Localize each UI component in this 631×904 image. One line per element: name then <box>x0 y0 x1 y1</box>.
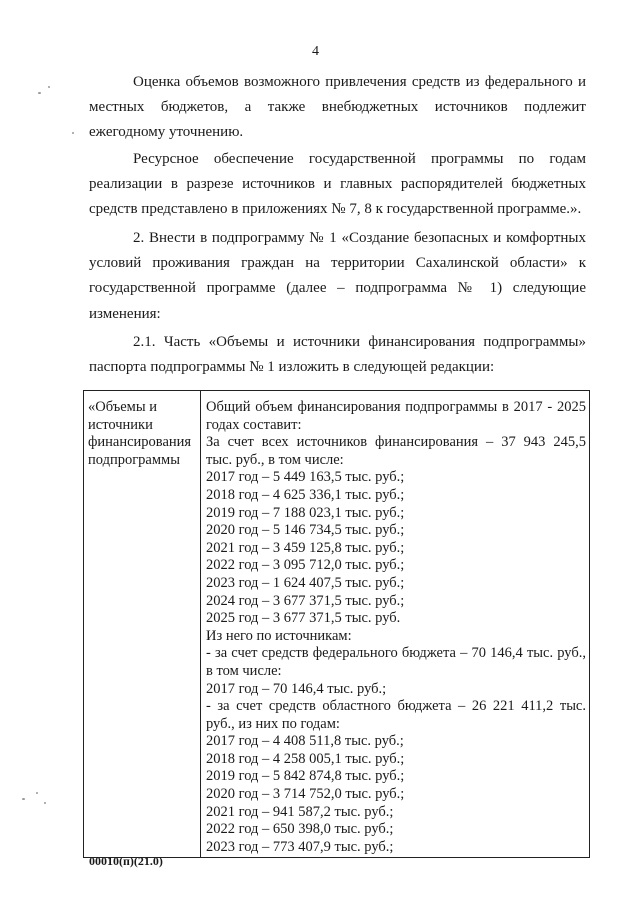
document-footer-code: 00010(п)(21.0) <box>89 854 163 868</box>
table-column-divider <box>200 391 201 857</box>
right-cell-line: 2019 год – 7 188 023,1 тыс. руб.; <box>206 504 405 521</box>
paragraph-text: 2. Внести в подпрограмму № 1 «Создание безопасных и комфортных условий проживания граждан на территории Сахалинской области» к государственной программе (далее – подпрограмма № 1) следующие изменения: <box>89 230 586 322</box>
right-cell-line: - за счет средств федерального бюджета – 70 146,4 тыс. руб., <box>206 645 586 662</box>
right-cell-line: годах составит: <box>206 416 302 433</box>
table-right-cell <box>206 399 586 856</box>
right-cell-line: руб., из них по годам: <box>206 715 340 732</box>
left-cell-line: «Объемы и <box>88 399 157 415</box>
scan-speck <box>48 86 50 88</box>
right-cell-line: 2018 год – 4 625 336,1 тыс. руб.; <box>206 486 405 503</box>
paragraph-text: 2.1. Часть «Объемы и источники финансирования подпрограммы» паспорта подпрограммы № 1 изложить в следующей редакции: <box>89 334 586 376</box>
scan-speck <box>44 802 46 804</box>
right-cell-line: 2022 год – 3 095 712,0 тыс. руб.; <box>206 557 405 574</box>
right-cell-line: - за счет средств областного бюджета – 26 221 411,2 тыс. <box>206 698 586 715</box>
scan-speck <box>72 132 74 134</box>
right-cell-line: 2020 год – 5 146 734,5 тыс. руб.; <box>206 522 405 539</box>
right-cell-line: 2025 год – 3 677 371,5 тыс. руб. <box>206 610 401 627</box>
right-cell-line: 2021 год – 941 587,2 тыс. руб.; <box>206 803 394 820</box>
right-cell-line: 2024 год – 3 677 371,5 тыс. руб.; <box>206 592 405 609</box>
right-cell-line: 2017 год – 5 449 163,5 тыс. руб.; <box>206 469 405 486</box>
paragraph-passport-edit <box>89 330 586 380</box>
right-cell-line: 2022 год – 650 398,0 тыс. руб.; <box>206 821 394 838</box>
right-cell-line: За счет всех источников финансирования – 37 943 245,5 <box>206 434 586 451</box>
left-cell-line: источники <box>88 416 153 433</box>
left-cell-line: финансирования <box>88 434 192 451</box>
table-left-cell <box>88 399 198 469</box>
right-cell-line: 2020 год – 3 714 752,0 тыс. руб.; <box>206 786 405 803</box>
scan-speck <box>22 798 25 800</box>
funding-table <box>83 390 590 858</box>
right-cell-line: Из него по источникам: <box>206 627 352 644</box>
left-cell-line: подпрограммы <box>88 451 180 468</box>
right-cell-line: в том числе: <box>206 662 282 679</box>
paragraph-resource-provision <box>89 147 586 223</box>
right-cell-line: 2017 год – 70 146,4 тыс. руб.; <box>206 680 387 697</box>
scan-speck <box>38 92 41 94</box>
paragraph-amend-subprogram <box>89 226 586 327</box>
scan-speck <box>36 792 38 794</box>
right-cell-line: 2019 год – 5 842 874,8 тыс. руб.; <box>206 768 405 785</box>
right-cell-line: 2021 год – 3 459 125,8 тыс. руб.; <box>206 539 405 556</box>
right-cell-line: 2023 год – 773 407,9 тыс. руб.; <box>206 838 394 855</box>
right-cell-line: тыс. руб., в том числе: <box>206 451 344 468</box>
page-number: 4 <box>312 44 319 59</box>
paragraph-funding-estimate <box>89 70 586 146</box>
right-cell-line: Общий объем финансирования подпрограммы в 2017 - 2025 <box>206 399 586 415</box>
paragraph-text: Оценка объемов возможного привлечения средств из федерального и местных бюджетов, а также внебюджетных источников подлежит ежегодному уточнению. <box>89 74 586 141</box>
right-cell-line: 2017 год – 4 408 511,8 тыс. руб.; <box>206 733 404 750</box>
right-cell-line: 2023 год – 1 624 407,5 тыс. руб.; <box>206 574 405 591</box>
right-cell-line: 2018 год – 4 258 005,1 тыс. руб.; <box>206 750 405 767</box>
paragraph-text: Ресурсное обеспечение государственной программы по годам реализации в разрезе источников и главных распорядителей бюджетных средств представлено в приложениях № 7, 8 к государственной программе.». <box>89 151 586 218</box>
